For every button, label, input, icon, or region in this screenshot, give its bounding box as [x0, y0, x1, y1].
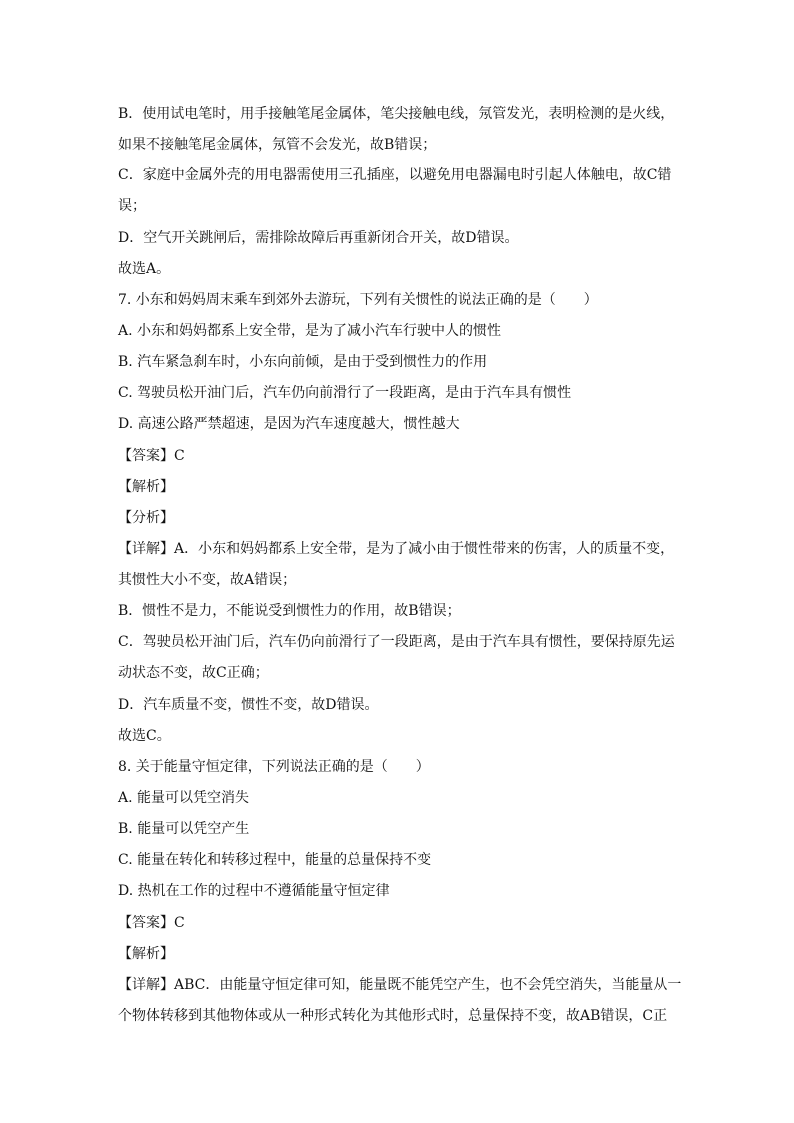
question-8-option-d: D. 热机在工作的过程中不遵循能量守恒定律	[118, 883, 390, 899]
text-line: C．家庭中金属外壳的用电器需使用三孔插座，以避免用电器漏电时引起人体触电，故C错	[118, 167, 672, 183]
question-7-option-d: D. 高速公路严禁超速，是因为汽车速度越大，惯性越大	[118, 416, 460, 432]
text-line: B．使用试电笔时，用手接触笔尾金属体，笔尖接触电线，氖管发光，表明检测的是火线，	[118, 106, 675, 122]
text-line: 故选C。	[118, 728, 171, 744]
question-8-title: 8. 关于能量守恒定律，下列说法正确的是（ ）	[118, 759, 430, 775]
text-line: 故选A。	[118, 261, 171, 277]
answer-label: 【答案】C	[118, 448, 185, 464]
fenxi-label: 【分析】	[118, 510, 174, 526]
text-line: 【详解】A．小东和妈妈都系上安全带，是为了减小由于惯性带来的伤害，人的质量不变，	[118, 541, 675, 557]
text-line: 如果不接触笔尾金属体，氖管不会发光，故B错误；	[118, 137, 437, 153]
analysis-label: 【解析】	[118, 946, 174, 962]
analysis-label: 【解析】	[118, 479, 174, 495]
text-line: 其惯性大小不变，故A错误；	[118, 572, 297, 588]
text-line: 个物体转移到其他物体或从一种形式转化为其他形式时，总量保持不变，故AB错误，C正	[118, 1008, 668, 1024]
question-8-option-c: C. 能量在转化和转移过程中，能量的总量保持不变	[118, 852, 432, 868]
text-line: 误；	[118, 198, 146, 214]
text-line: C．驾驶员松开油门后，汽车仍向前滑行了一段距离，是由于汽车具有惯性，要保持原先运	[118, 634, 675, 650]
question-8-option-b: B. 能量可以凭空产生	[118, 821, 250, 837]
question-7-option-b: B. 汽车紧急刹车时，小东向前倾，是由于受到惯性力的作用	[118, 354, 488, 370]
text-line: B．惯性不是力，不能说受到惯性力的作用，故B错误；	[118, 603, 461, 619]
question-7-option-a: A. 小东和妈妈都系上安全带，是为了减小汽车行驶中人的惯性	[118, 323, 502, 339]
question-7-option-c: C. 驾驶员松开油门后，汽车仍向前滑行了一段距离，是由于汽车具有惯性	[118, 385, 572, 401]
text-line: 动状态不变，故C正确；	[118, 665, 269, 681]
text-line: D．空气开关跳闸后，需排除故障后再重新闭合开关，故D错误。	[118, 230, 519, 246]
text-line: D．汽车质量不变，惯性不变，故D错误。	[118, 697, 379, 713]
text-line: 【详解】ABC．由能量守恒定律可知，能量既不能凭空产生，也不会凭空消失，当能量从一	[118, 977, 682, 993]
question-7-title: 7. 小东和妈妈周末乘车到郊外去游玩，下列有关惯性的说法正确的是（ ）	[118, 292, 598, 308]
question-8-option-a: A. 能量可以凭空消失	[118, 790, 250, 806]
answer-label: 【答案】C	[118, 915, 185, 931]
